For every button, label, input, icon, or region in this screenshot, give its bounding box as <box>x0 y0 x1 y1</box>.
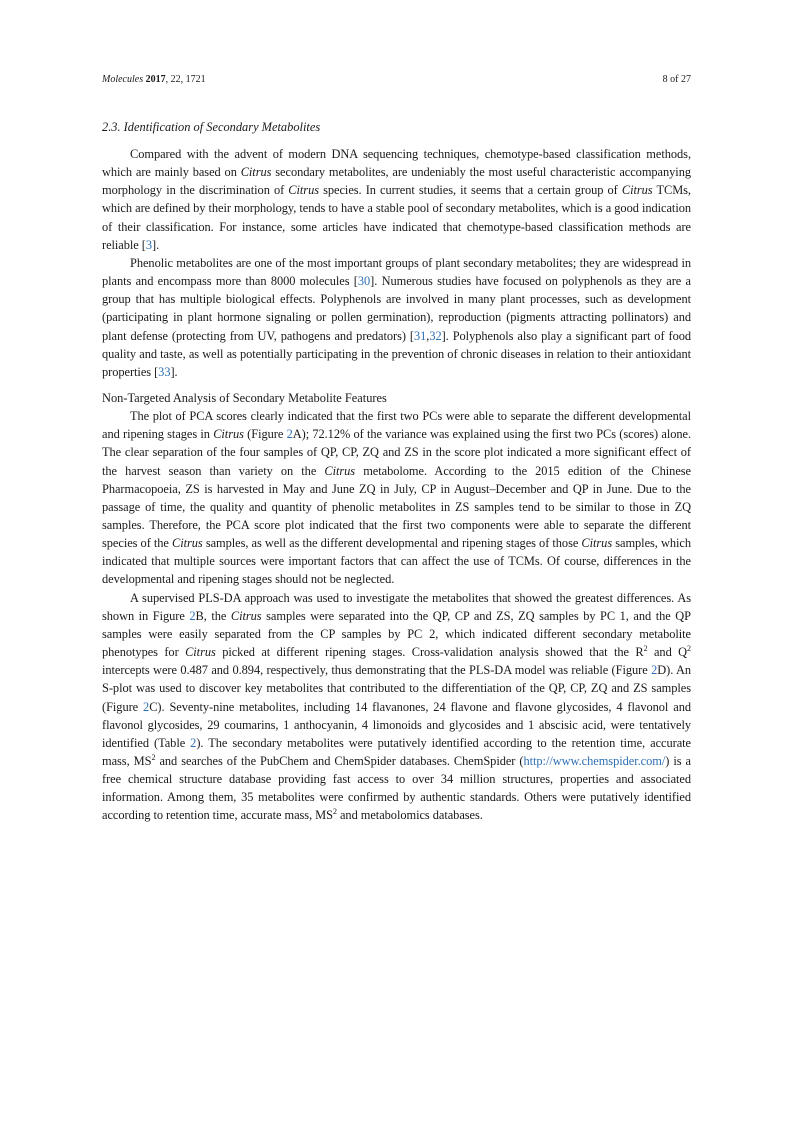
text-run: intercepts were 0.487 and 0.894, respectively, thus demonstrating that the PLS-DA model was reliable (Figure <box>102 663 652 678</box>
text-run: The plot of PCA scores clearly indicated that the first two PCs were able to separate the different developmental and ripening stages in <box>102 409 691 442</box>
text-run: ]. Polyphenols also play a significant part of food quality and taste, as well as potentially participating in the prevention of chronic diseases in relation to their antioxidant properties [ <box>102 328 692 379</box>
paragraph-2 <box>102 254 691 381</box>
text-run: ]. <box>170 364 178 379</box>
text-run: C). Seventy-nine metabolites, including 14 flavanones, 24 flavone and flavone glycosides, 4 flavonol and flavonol glycosides, 29 coumarins, 1 anthocyanin, 4 limonoids and glycosides and 1 abscisic acid, were tentatively identified (Table <box>102 699 691 750</box>
text-run: D). An S-plot was used to discover key metabolites that contributed to the differentiation of the QP, CP, ZQ and ZS samples (Figure <box>102 663 692 714</box>
citation-link[interactable]: 31 <box>413 328 427 343</box>
running-header <box>102 74 691 88</box>
genus-name: Citrus <box>213 427 244 442</box>
text-run: ). The secondary metabolites were putatively identified according to the retention time, accurate mass, MS <box>102 735 691 768</box>
citation-link[interactable]: 33 <box>158 364 171 379</box>
paragraph-3 <box>102 407 691 589</box>
journal-volume: , 22, 1721 <box>165 74 206 85</box>
text-run: Phenolic metabolites are one of the most important groups of plant secondary metabolites; they are widespread in plants and encompass more than 8000 molecules [ <box>102 255 691 289</box>
text-run: ]. Numerous studies have focused on polyphenols as they are a group that has multiple biological effects. Polyphenols are involved in many plant processes, such as development (participating in plant hormone signaling or pollen germination), reproduction (pigments attracting pollinators) and plant defense (protecting from UV, pathogens and predators) [ <box>102 274 691 343</box>
table-link[interactable]: 2 <box>190 735 197 750</box>
text-run: ]. <box>152 237 160 252</box>
superscript: 2 <box>643 644 648 654</box>
text-run: and metabolomics databases. <box>336 808 483 823</box>
text-run: and Q <box>647 645 688 660</box>
text-run: TCMs, which are defined by their morphology, tends to have a stable pool of secondary metabolites, which is a good indication of their classification. For instance, some articles have indicated that chemotype-based classification methods are reliable [ <box>102 183 691 252</box>
text-run: species. In current studies, it seems that a certain group of <box>319 183 622 198</box>
text-run: metabolome. According to the 2015 edition of the Chinese Pharmacopoeia, ZS is harvested in May and June ZQ in July, CP in August–December and QP in June. Due to the passage of time, the quality and quantity of phenolic metabolites in ZS samples tend to be similar to those in ZQ samples. Therefore, the PCA score plot indicated that the first two components were able to separate the different species of the <box>102 463 691 551</box>
text-run: picked at different ripening stages. Cross-validation analysis showed that the R <box>215 645 644 660</box>
text-run: Compared with the advent of modern DNA sequencing techniques, chemotype-based classification methods, which are mainly based on <box>102 147 691 180</box>
section-heading: 2.3. Identification of Secondary Metabolites <box>102 120 321 134</box>
chemspider-url-link[interactable]: http://www.chemspider.com/ <box>523 754 666 768</box>
figure-link[interactable]: 2 <box>143 699 150 714</box>
genus-name: Citrus <box>240 165 272 180</box>
genus-name: Citrus <box>172 536 203 551</box>
citation-link[interactable]: 32 <box>429 328 442 343</box>
text-run: A); 72.12% of the variance was explained using the first two PCs (scores) alone. The clear separation of the four samples of QP, CP, ZQ and ZS in the score plot indicated a more significant effect of the harvest season than variety on the <box>102 427 691 478</box>
text-run: samples were separated into the QP, CP and ZS, ZQ samples by PC 1, and the QP samples were easily separated from the CP samples by PC 2, which indicated different secondary metabolite phenotypes for <box>102 608 691 660</box>
citation-link[interactable]: 30 <box>357 274 371 289</box>
journal-year: 2017 <box>145 74 166 85</box>
paragraph-1 <box>102 145 691 254</box>
genus-name: Citrus <box>581 536 613 551</box>
journal-citation <box>102 74 206 88</box>
page-number: 8 of 27 <box>662 74 691 85</box>
text-run: secondary metabolites, are undeniably the most useful characteristic accompanying morphology in the discrimination of <box>102 165 691 198</box>
figure-link[interactable]: 2 <box>651 663 658 678</box>
genus-name: Citrus <box>185 645 216 660</box>
genus-name: Citrus <box>230 608 262 623</box>
paragraph-4 <box>102 589 691 825</box>
superscript: 2 <box>151 753 156 762</box>
figure-link[interactable]: 2 <box>286 427 293 442</box>
article-body <box>102 118 691 825</box>
genus-name: Citrus <box>324 463 356 478</box>
citation-link[interactable]: 3 <box>145 237 153 252</box>
figure-link[interactable]: 2 <box>189 608 196 623</box>
text-run: and searches of the PubChem and ChemSpider databases. ChemSpider ( <box>155 754 524 768</box>
subsection-heading: Non-Targeted Analysis of Secondary Metabolite Features <box>102 391 387 406</box>
genus-name: Citrus <box>288 183 319 198</box>
text-run: , <box>426 328 430 343</box>
journal-name: Molecules <box>102 74 144 85</box>
text-run: B, the <box>195 608 231 623</box>
text-run: samples, as well as the different developmental and ripening stages of those <box>202 536 582 551</box>
superscript: 2 <box>687 644 691 654</box>
text-run: samples, which indicated that multiple sources were important factors that can affect the use of TCMs. Of course, differences in the developmental and ripening stages should not be neglected. <box>102 536 691 587</box>
superscript: 2 <box>332 807 337 817</box>
text-run: A supervised PLS-DA approach was used to investigate the metabolites that showed the greatest differences. As shown in Figure <box>102 590 691 623</box>
genus-name: Citrus <box>621 183 653 198</box>
text-run: (Figure <box>243 427 287 442</box>
text-run: ) is a free chemical structure database providing fast access to over 34 million structures, properties and associated information. Among them, 35 metabolites were confirmed by authentic standards. Others were putatively identified according to retention time, accurate mass, MS <box>102 754 691 823</box>
